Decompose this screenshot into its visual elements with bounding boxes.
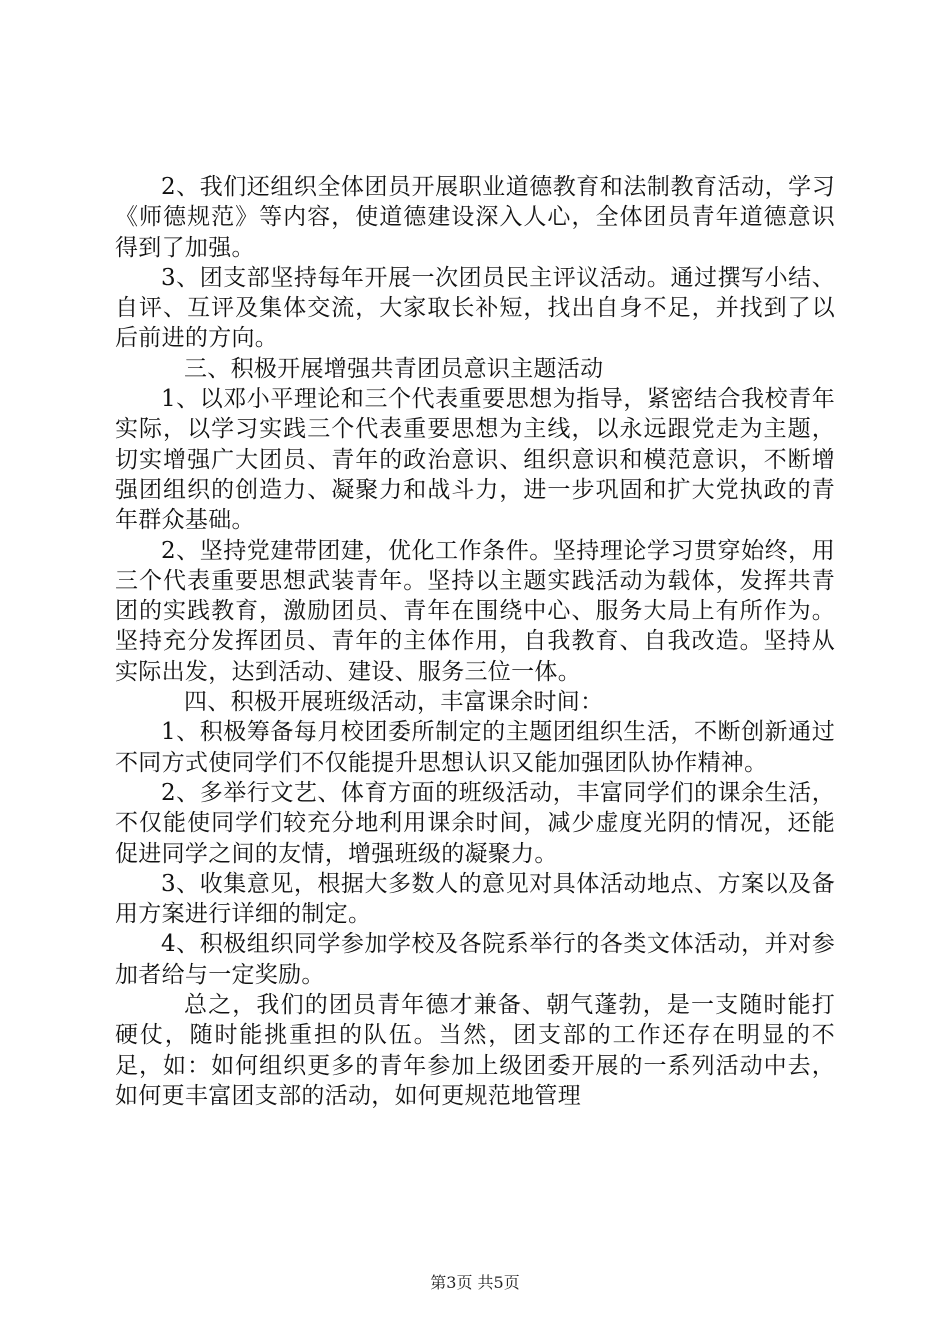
- paragraph-4-1: 1、积极筹备每月校团委所制定的主题团组织生活，不断创新通过不同方式使同学们不仅能提升思想认识又能加强团队协作精神。: [115, 719, 835, 776]
- paragraph-4-4: 4、积极组织同学参加学校及各院系举行的各类文体活动，并对参加者给与一定奖励。: [115, 931, 835, 988]
- section-heading-3: 三、积极开展增强共青团员意识主题活动: [184, 355, 604, 382]
- paragraph-3-1: 1、以邓小平理论和三个代表重要思想为指导，紧密结合我校青年实际，以学习实践三个代表重要思想为主线，以永远跟党走为主题，切实增强广大团员、青年的政治意识、组织意识和模范意识，不断增强团组织的创造力、凝聚力和战斗力，进一步巩固和扩大党执政的青年群众基础。: [115, 386, 835, 534]
- paragraph-2: 3、团支部坚持每年开展一次团员民主评议活动。通过撰写小结、自评、互评及集体交流，大家取长补短，找出自身不足，并找到了以后前进的方向。: [115, 264, 835, 352]
- document-body: [115, 172, 835, 1111]
- paragraph-3-2: 2、坚持党建带团建，优化工作条件。坚持理论学习贯穿始终，用三个代表重要思想武装青年。坚持以主题实践活动为载体，发挥共青团的实践教育，激励团员、青年在围绕中心、服务大局上有所作为。坚持充分发挥团员、青年的主体作用，自我教育、自我改造。坚持从实际出发，达到活动、建设、服务三位一体。: [115, 537, 835, 685]
- paragraph-4-3: 3、收集意见，根据大多数人的意见对具体活动地点、方案以及备用方案进行详细的制定。: [115, 870, 835, 928]
- section-heading-4: 四、积极开展班级活动，丰富课余时间：: [184, 689, 604, 716]
- page-footer: 第3页 共5页: [430, 1273, 520, 1292]
- paragraph-4-2: 2、多举行文艺、体育方面的班级活动，丰富同学们的课余生活，不仅能使同学们较充分地利用课余时间，减少虚度光阴的情况，还能促进同学之间的友情，增强班级的凝聚力。: [115, 779, 835, 867]
- paragraph-summary: 总之，我们的团员青年德才兼备、朝气蓬勃，是一支随时能打硬仗，随时能挑重担的队伍。当然，团支部的工作还存在明显的不足，如：如何组织更多的青年参加上级团委开展的一系列活动中去，如何更丰富团支部的活动，如何更规范地管理: [115, 992, 835, 1109]
- paragraph-1: 2、我们还组织全体团员开展职业道德教育和法制教育活动，学习《师德规范》等内容，使道德建设深入人心，全体团员青年道德意识得到了加强。: [115, 174, 835, 261]
